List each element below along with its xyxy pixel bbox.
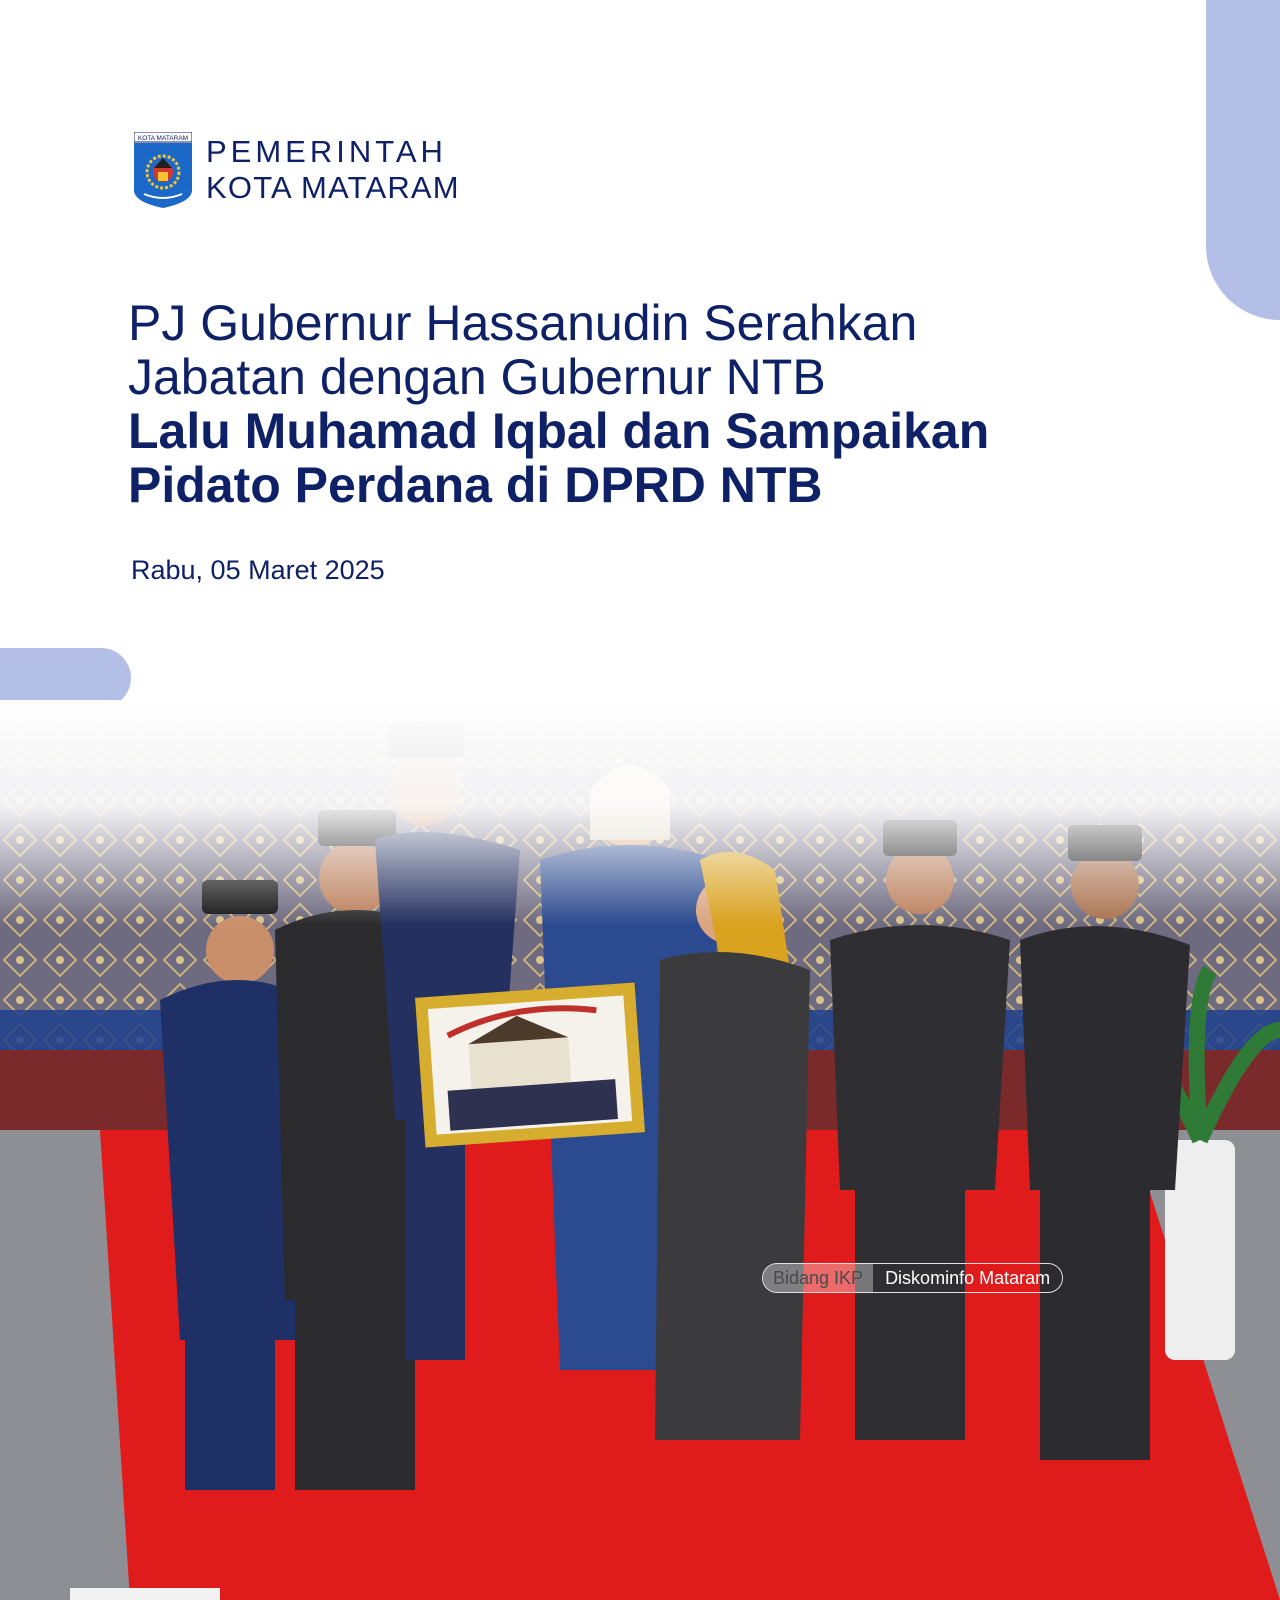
decorative-accent-pill (0, 648, 131, 708)
headline (128, 296, 1178, 512)
headline-line-2: Jabatan dengan Gubernur NTB (128, 349, 826, 405)
organization-name (206, 134, 460, 206)
watermark-department: Bidang IKP (763, 1264, 873, 1292)
watermark-agency: Diskominfo Mataram (885, 1268, 1051, 1288)
headline-line-4: Pidato Perdana di DPRD NTB (128, 457, 823, 513)
emblem-label: KOTA MATARAM (137, 135, 189, 142)
publish-date: Rabu, 05 Maret 2025 (131, 555, 385, 585)
photo-watermark (762, 1263, 1063, 1293)
org-line-1: PEMERINTAH (206, 134, 447, 169)
event-photo (0, 700, 1280, 1600)
decorative-accent-top-right (1206, 0, 1280, 320)
government-logo (134, 132, 460, 208)
headline-line-1: PJ Gubernur Hassanudin Serahkan (128, 295, 918, 351)
kota-mataram-emblem-icon (134, 132, 192, 208)
org-line-2: KOTA MATARAM (206, 170, 460, 205)
headline-line-3: Lalu Muhamad Iqbal dan Sampaikan (128, 403, 990, 459)
